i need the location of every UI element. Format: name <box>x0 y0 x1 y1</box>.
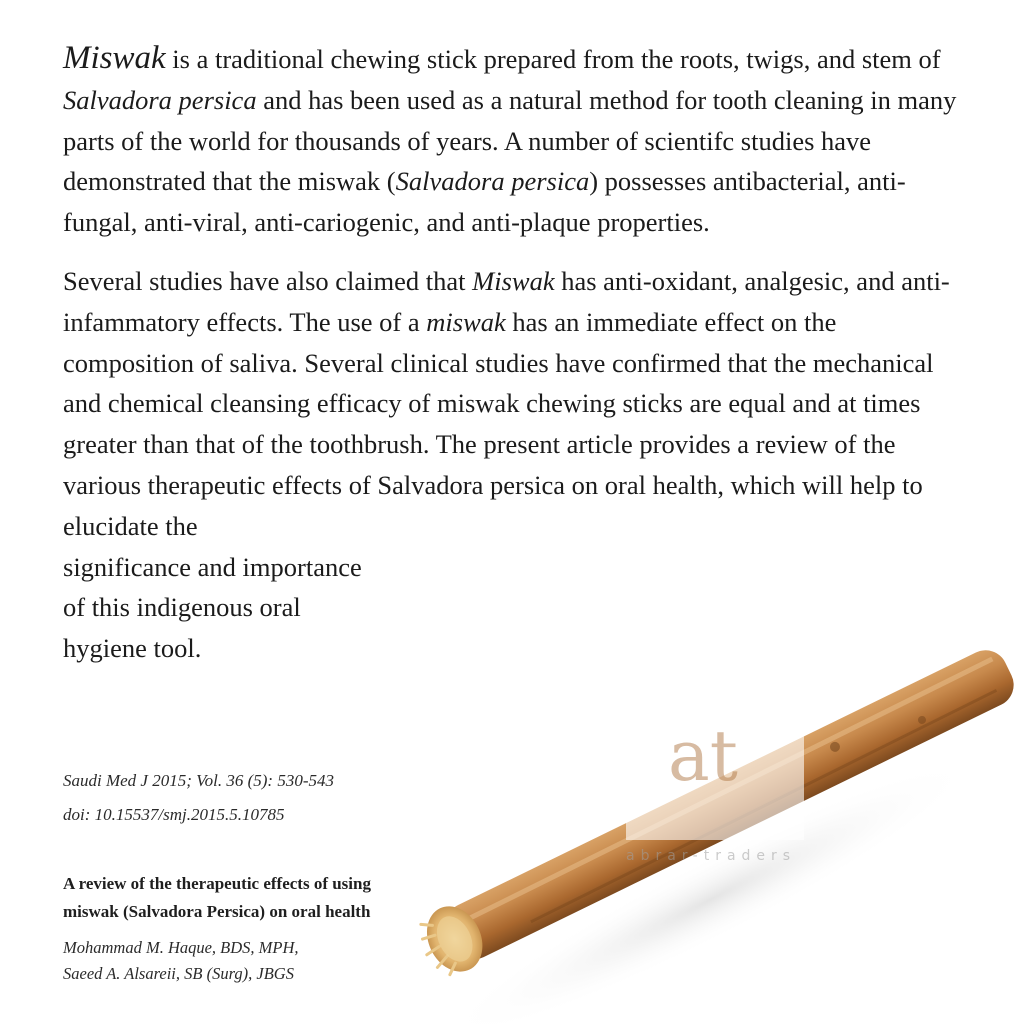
paragraph-1-text-1: is a traditional chewing stick prepared from the roots, twigs, and stem of <box>165 44 941 74</box>
paragraph-1 <box>63 38 963 243</box>
term-miswak-2: miswak <box>426 306 506 337</box>
paragraph-2-text-1: Several studies have also claimed that <box>63 265 473 296</box>
paragraph-2-line-c: hygiene tool. <box>63 633 202 664</box>
authors <box>63 935 299 987</box>
journal-citation: Saudi Med J 2015; Vol. 36 (5): 530-543 <box>63 771 335 790</box>
term-miswak-1: Miswak <box>472 265 555 296</box>
article-title <box>63 870 371 926</box>
paragraph-2-line-a: significance and importance <box>63 551 362 582</box>
doi-link[interactable]: doi: 10.15537/smj.2015.5.10785 <box>63 805 285 824</box>
paragraph-1-text-3: ) possesses antibacterial, anti-fungal, anti-viral, anti-cariogenic, and anti-plaque properties. <box>63 166 906 238</box>
watermark-logo-letters: at <box>668 715 738 797</box>
abstract-text <box>63 38 963 669</box>
article-title-line-2: miswak (Salvadora Persica) on oral health <box>63 902 371 921</box>
citation <box>63 764 334 832</box>
lead-term: Miswak <box>63 40 166 76</box>
paragraph-2-line-b: of this indigenous oral <box>63 592 301 623</box>
species-name: Salvadora persica <box>63 84 257 115</box>
author-1: Mohammad M. Haque, BDS, MPH, <box>63 938 299 957</box>
paragraph-2-text-3: has an immediate effect on the composition of saliva. Several clinical studies have confirmed that the mechanical and chemical cleansing efficacy of miswak chewing sticks are equal and at times greater than that of the toothbrush. The present article provides a review of the various therapeutic effects of Salvadora persica on oral health, which will help to elucidate the <box>63 306 934 541</box>
watermark-label: abrar-traders <box>626 848 797 864</box>
paragraph-2 <box>63 261 963 669</box>
author-2: Saeed A. Alsareii, SB (Surg), JBGS <box>63 964 294 983</box>
article-title-line-1: A review of the therapeutic effects of using <box>63 874 371 893</box>
species-name-2: Salvadora persica <box>395 166 590 197</box>
paragraph-2-text-2: has anti-oxidant, analgesic, and anti-infammatory effects. The use of a <box>63 265 950 337</box>
paragraph-1-text-2: and has been used as a natural method for tooth cleaning in many parts of the world for thousands of years. A number of scientifc studies have demonstrated that the miswak ( <box>63 84 957 197</box>
